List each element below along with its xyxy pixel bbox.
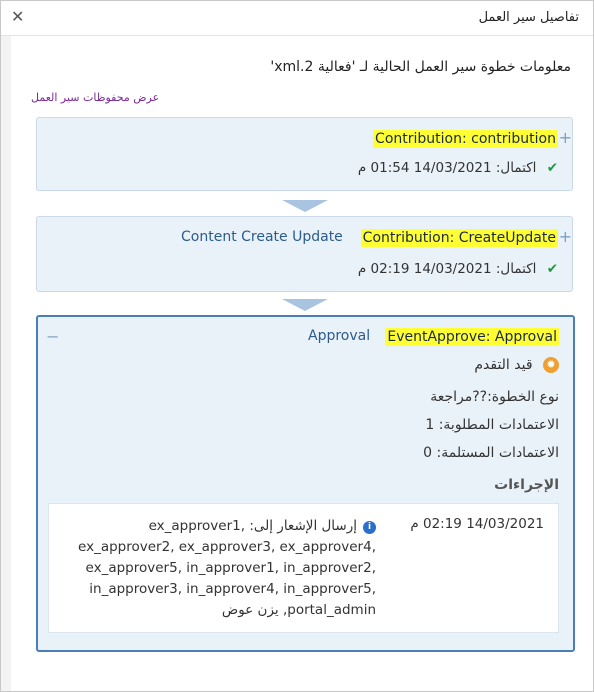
step-status-text: اكتمال: 14/03/2021 02:19 م: [357, 261, 537, 277]
workflow-step-3: [36, 315, 575, 652]
workflow-step-2: [36, 216, 573, 292]
step-name: Contribution: contribution: [375, 131, 556, 147]
progress-text: قيد التقدم: [474, 357, 533, 373]
dialog-titlebar: [1, 1, 593, 36]
required-approvals: الاعتمادات المطلوبة: 1: [425, 417, 559, 433]
workflow-step-1: [36, 117, 573, 191]
step-status-text: اكتمال: 14/03/2021 01:54 م: [357, 160, 537, 176]
down-arrow-icon: [282, 299, 328, 311]
step-type: نوع الخطوة:??مراجعة: [430, 389, 559, 405]
step-progress: [474, 357, 559, 373]
step-status: [358, 261, 558, 277]
step-name: Contribution: CreateUpdate: [362, 230, 556, 246]
dialog-left-strip: [1, 36, 11, 691]
collapse-icon[interactable]: −: [46, 327, 60, 346]
action-text-block: [56, 516, 376, 621]
action-date: 14/03/2021 02:19 م: [410, 516, 544, 532]
info-icon: i: [363, 521, 376, 534]
expand-icon[interactable]: +: [558, 227, 572, 246]
check-icon: ✔: [546, 160, 558, 176]
step-display-name: Content Create Update: [181, 229, 343, 245]
step-status: [358, 160, 558, 176]
view-workflow-history-link[interactable]: عرض محفوظات سير العمل: [31, 91, 160, 104]
close-icon[interactable]: ✕: [11, 7, 25, 26]
check-icon: ✔: [546, 261, 558, 277]
step-name: EventApprove: Approval: [387, 329, 557, 345]
expand-icon[interactable]: +: [558, 128, 572, 147]
received-approvals: الاعتمادات المستلمة: 0: [423, 445, 559, 461]
action-text: إرسال الإشعار إلى: ex_approver1, ex_approver2, ex_approver3, ex_approver4, ex_approver5, in_approver1, in_approver2, in_approver3, in_approver4, in_approver5, portal_admin, يزن عوض: [78, 518, 376, 618]
step-display-name: Approval: [308, 328, 371, 344]
actions-heading: الإجراءات: [494, 477, 559, 493]
actions-list: [48, 503, 559, 633]
down-arrow-icon: [282, 200, 328, 212]
dialog-title: تفاصيل سير العمل: [478, 10, 579, 25]
gear-icon: ✹: [543, 357, 559, 373]
info-text: معلومات خطوة سير العمل الحالية لـ 'فعالية 2.xml': [270, 59, 571, 75]
